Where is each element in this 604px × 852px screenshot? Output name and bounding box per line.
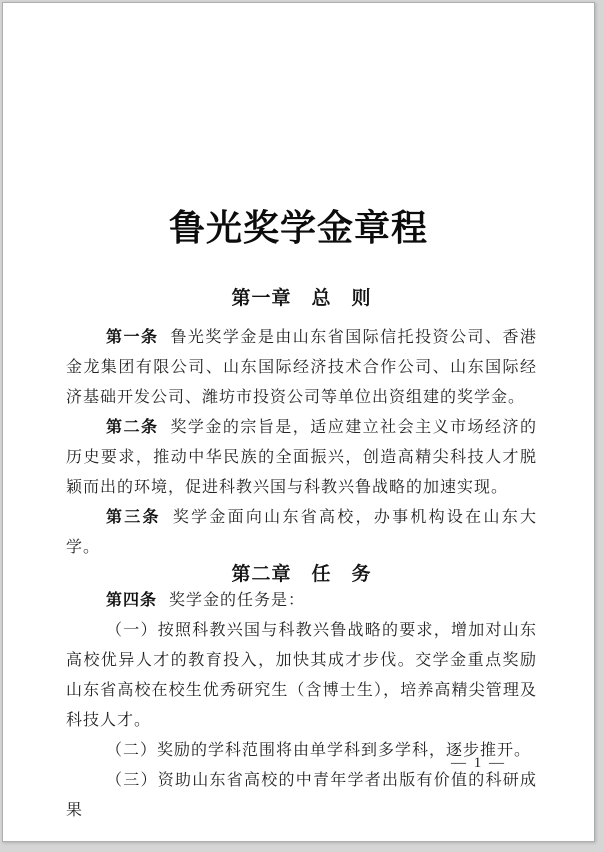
article-4-item-1-paragraph <box>66 616 537 736</box>
article-1-text: 鲁光奖学金是由山东省国际信托投资公司、香港金龙集团有限公司、山东国际经济技术合作公司、山东国际经济基础开发公司、潍坊市投资公司等单位出资组建的奖学金。 <box>66 329 537 406</box>
chapter-1-heading: 第一章 总 则 <box>231 288 372 309</box>
article-2-paragraph <box>66 413 537 503</box>
article-4-item-1-text: （一）按照科教兴国与科教兴鲁战略的要求，增加对山东高校优异人才的教育投入，加快其成才步伐。交学金重点奖励山东省高校在校生优秀研究生（含博士生），培养高精尖管理及科技人才。 <box>66 622 537 729</box>
article-4-label: 第四条 <box>106 592 158 609</box>
document-body <box>66 287 537 826</box>
article-3-paragraph <box>66 503 537 563</box>
article-1-label: 第一条 <box>106 329 159 346</box>
document-title: 鲁光奖学金章程 <box>168 208 428 248</box>
document-page <box>2 2 595 842</box>
article-3-label: 第三条 <box>106 509 161 526</box>
article-4-item-3-text: （三）资助山东省高校的中青年学者出版有价值的科研成果 <box>66 772 537 819</box>
article-4-item-2-text: （二）奖励的学科范围将由单学科到多学科，逐步推开。 <box>106 742 532 759</box>
chapter-2-heading: 第二章 任 务 <box>231 564 372 585</box>
article-3-text: 奖学金面向山东省高校，办事机构设在山东大学。 <box>66 509 537 556</box>
article-2-label: 第二条 <box>106 419 159 436</box>
article-4-paragraph <box>66 586 537 616</box>
article-2-text: 奖学金的宗旨是，适应建立社会主义市场经济的历史要求，推动中华民族的全面振兴，创造高精尖科技人才脱颖而出的环境，促进科教兴国与科教兴鲁战略的加速实现。 <box>66 419 537 496</box>
article-4-item-3-paragraph <box>66 766 537 826</box>
page-number: — 1 — <box>451 755 506 771</box>
article-4-text: 奖学金的任务是： <box>169 592 306 609</box>
chapter-1-body <box>66 323 537 826</box>
article-1-paragraph <box>66 323 537 413</box>
